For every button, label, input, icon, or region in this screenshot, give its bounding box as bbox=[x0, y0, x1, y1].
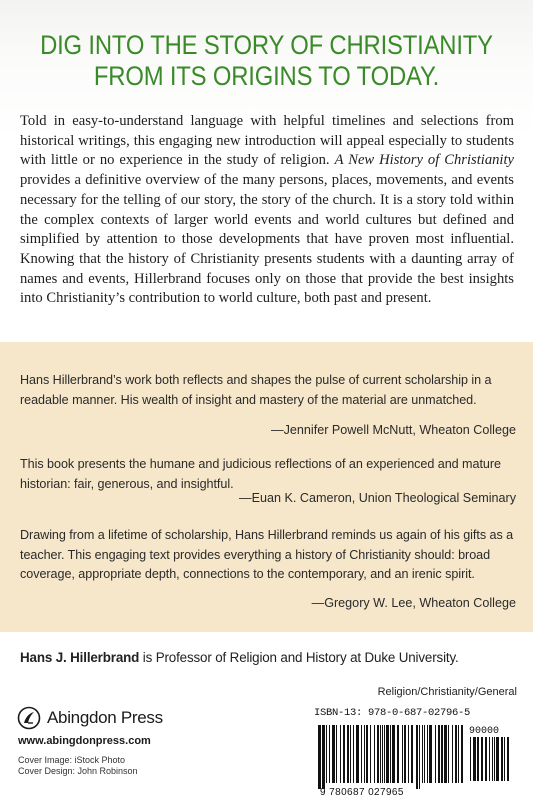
barcode-bar bbox=[494, 737, 495, 781]
barcode-bar bbox=[386, 725, 389, 783]
price-addon-barcode bbox=[468, 737, 512, 787]
barcode-bar bbox=[481, 737, 483, 781]
barcode-bar bbox=[380, 725, 381, 783]
barcode-bar bbox=[377, 725, 379, 783]
barcode-bar bbox=[496, 737, 499, 781]
barcode-bar bbox=[329, 725, 330, 783]
publisher-url[interactable]: www.abingdonpress.com bbox=[18, 735, 151, 747]
barcode-bar bbox=[350, 725, 351, 783]
barcode-bar bbox=[429, 725, 432, 783]
barcode-bar bbox=[382, 725, 383, 783]
barcode-bar bbox=[392, 725, 395, 783]
endorsement-1-attribution: —Jennifer Powell McNutt, Wheaton College bbox=[271, 423, 516, 437]
endorsement-2-attribution: —Euan K. Cameron, Union Theological Seminary bbox=[239, 491, 516, 505]
barcode-bar bbox=[501, 737, 503, 781]
barcode-bar bbox=[492, 737, 493, 781]
barcode-bar bbox=[422, 725, 423, 783]
barcode-bar bbox=[473, 737, 476, 781]
barcode-bar bbox=[507, 737, 509, 781]
description-body: provides a definitive overview of the many persons, places, movements, and events necessary for the telling of our story, the story of the church. It is a story told within the complex contexts of larger world events and world cultures but defined and simplified by attention to those developments that have proven most influential. Knowing that the history of Christianity presents students with a daunting array of names and events, Hillerbrand focuses only on those that provide the best insights into Christianity’s contribution to world culture, both past and present. bbox=[20, 172, 514, 307]
barcode-bar bbox=[455, 725, 457, 783]
barcode-bar bbox=[435, 725, 436, 783]
barcode-bar bbox=[366, 725, 368, 783]
barcode-bar bbox=[336, 725, 337, 783]
author-bio-text: is Professor of Religion and History at Duke University. bbox=[139, 650, 459, 665]
book-description bbox=[20, 112, 514, 309]
barcode-bar bbox=[370, 725, 371, 783]
headline bbox=[27, 30, 507, 92]
barcode-bar bbox=[470, 737, 471, 781]
barcode-bar bbox=[361, 725, 362, 783]
barcode-area bbox=[310, 703, 516, 800]
barcode-bar bbox=[477, 737, 479, 781]
barcode-bar bbox=[374, 725, 375, 783]
publisher-name: Abingdon Press bbox=[47, 708, 163, 727]
endorsement-2-text: This book presents the humane and judicious reflections of an experienced and mature historian: fair, generous, and insightful. bbox=[20, 457, 501, 491]
barcode-bar bbox=[427, 725, 428, 783]
barcode-bar bbox=[318, 725, 321, 789]
price-code: 90000 bbox=[469, 726, 500, 737]
barcode-bar bbox=[340, 725, 341, 783]
category-label: Religion/Christianity/General bbox=[377, 686, 517, 698]
barcode-bar bbox=[384, 725, 385, 783]
isbn-text: ISBN-13: 978-0-687-02796-5 bbox=[314, 707, 471, 719]
barcode-bar bbox=[353, 725, 354, 783]
barcode-bar bbox=[448, 725, 449, 783]
cover-image-credit: Cover Image: iStock Photo bbox=[18, 755, 126, 765]
endorsements-panel bbox=[0, 342, 533, 632]
barcode-bar bbox=[364, 725, 365, 783]
barcode-bar bbox=[390, 725, 391, 783]
barcode-bar bbox=[504, 737, 505, 781]
barcode-bar bbox=[402, 725, 403, 783]
barcode-bar bbox=[322, 725, 325, 789]
barcode-bar bbox=[397, 725, 399, 783]
publisher-logo bbox=[17, 706, 217, 736]
headline-line-1: DIG INTO THE STORY OF CHRISTIANITY bbox=[40, 30, 493, 60]
barcode-bar bbox=[419, 725, 420, 789]
book-title: A New History of Christianity bbox=[334, 152, 514, 169]
barcode-digits: 9 780687 027965 bbox=[320, 787, 404, 798]
endorsement-3-text: Drawing from a lifetime of scholarship, Hans Hillerbrand reminds us again of his gifts as a teacher. This engaging text provides everything a history of Christianity should: broad coverage, appropriate depth, connections to the contemporary, and an irenic spirit. bbox=[20, 528, 514, 582]
ean-barcode bbox=[316, 725, 466, 789]
barcode-bar bbox=[485, 737, 487, 781]
barcode-bar bbox=[441, 725, 443, 783]
barcode-bar bbox=[343, 725, 345, 783]
barcode-bar bbox=[326, 725, 327, 783]
headline-line-2: FROM ITS ORIGINS TO TODAY. bbox=[93, 61, 440, 91]
barcode-bar bbox=[332, 725, 335, 783]
barcode-bar bbox=[424, 725, 425, 783]
barcode-bar bbox=[404, 725, 406, 783]
barcode-bar bbox=[411, 725, 413, 783]
barcode-bar bbox=[416, 725, 418, 789]
barcode-bar bbox=[356, 725, 359, 783]
description-intro: Told in easy-to-understand language with helpful timelines and selections from historical writings, this engaging new introduction will appeal especially to students with little or no experience in the study of religion. bbox=[20, 113, 514, 169]
endorsement-3-attribution: —Gregory W. Lee, Wheaton College bbox=[311, 596, 516, 610]
barcode-bar bbox=[347, 725, 349, 783]
author-name: Hans J. Hillerbrand bbox=[20, 650, 140, 665]
author-bio bbox=[20, 650, 520, 665]
cover-design-credit: Cover Design: John Robinson bbox=[18, 766, 138, 776]
barcode-bar bbox=[461, 725, 463, 783]
barcode-bar bbox=[408, 725, 409, 783]
endorsement-1-text: Hans Hillerbrand’s work both reflects and shapes the pulse of current scholarship in a readable manner. His wealth of insight and mastery of the material are unmatched. bbox=[20, 373, 492, 407]
barcode-bar bbox=[489, 737, 490, 781]
barcode-bar bbox=[444, 725, 447, 783]
barcode-bar bbox=[438, 725, 440, 783]
abingdon-logo-icon bbox=[17, 706, 41, 730]
barcode-bar bbox=[452, 725, 453, 783]
barcode-bar bbox=[458, 725, 459, 783]
